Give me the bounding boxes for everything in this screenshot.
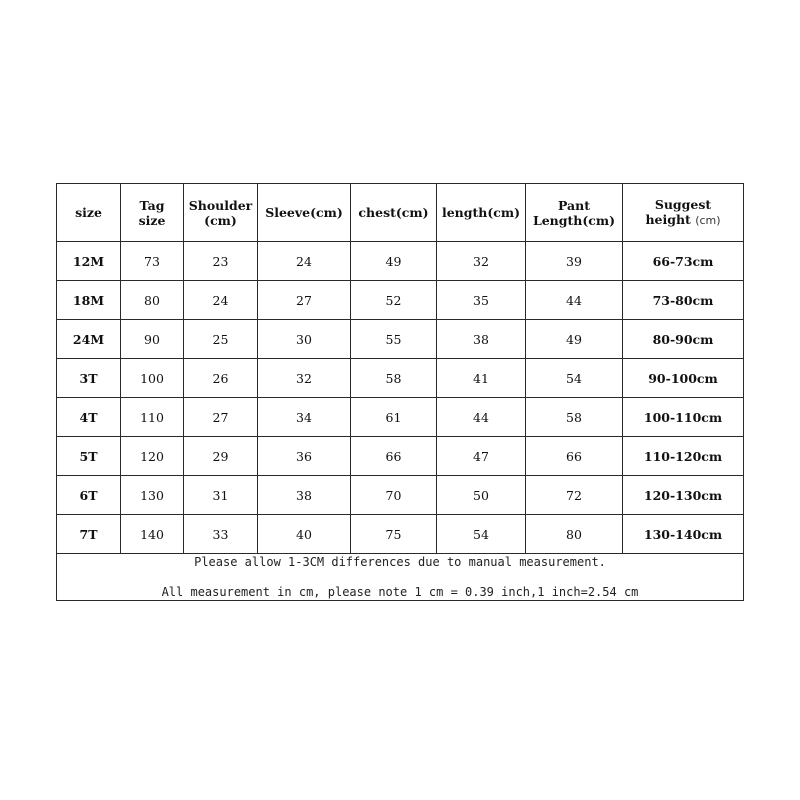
table-row bbox=[57, 437, 744, 476]
header-suggest-height: Suggest height (cm) bbox=[623, 184, 744, 242]
size-chart-table bbox=[56, 183, 744, 601]
cell-size: 5T bbox=[57, 437, 121, 476]
table-row bbox=[57, 242, 744, 281]
cell-size: 18M bbox=[57, 281, 121, 320]
cell-sleeve: 34 bbox=[258, 398, 351, 437]
cell-pant: 80 bbox=[526, 515, 623, 554]
cell-pant: 66 bbox=[526, 437, 623, 476]
cell-shoulder: 29 bbox=[184, 437, 258, 476]
header-pant-length: Pant Length(cm) bbox=[526, 184, 623, 242]
notes-cell bbox=[57, 554, 744, 601]
cell-length: 38 bbox=[437, 320, 526, 359]
cell-chest: 58 bbox=[351, 359, 437, 398]
table-row bbox=[57, 515, 744, 554]
cell-size: 7T bbox=[57, 515, 121, 554]
cell-height: 130-140cm bbox=[623, 515, 744, 554]
cell-length: 47 bbox=[437, 437, 526, 476]
cell-height: 120-130cm bbox=[623, 476, 744, 515]
notes-row bbox=[57, 554, 744, 601]
cell-length: 32 bbox=[437, 242, 526, 281]
table-row bbox=[57, 476, 744, 515]
cell-size: 3T bbox=[57, 359, 121, 398]
header-tag-size: Tag size bbox=[121, 184, 184, 242]
cell-shoulder: 27 bbox=[184, 398, 258, 437]
cell-size: 6T bbox=[57, 476, 121, 515]
cell-tag: 90 bbox=[121, 320, 184, 359]
cell-shoulder: 25 bbox=[184, 320, 258, 359]
cell-sleeve: 27 bbox=[258, 281, 351, 320]
header-sleeve: Sleeve(cm) bbox=[258, 184, 351, 242]
cell-length: 50 bbox=[437, 476, 526, 515]
cell-length: 54 bbox=[437, 515, 526, 554]
cell-pant: 49 bbox=[526, 320, 623, 359]
cell-sleeve: 36 bbox=[258, 437, 351, 476]
cell-shoulder: 31 bbox=[184, 476, 258, 515]
cell-tag: 100 bbox=[121, 359, 184, 398]
cell-height: 110-120cm bbox=[623, 437, 744, 476]
cell-tag: 130 bbox=[121, 476, 184, 515]
header-length: length(cm) bbox=[437, 184, 526, 242]
cell-shoulder: 33 bbox=[184, 515, 258, 554]
cell-sleeve: 24 bbox=[258, 242, 351, 281]
cell-height: 73-80cm bbox=[623, 281, 744, 320]
cell-tag: 73 bbox=[121, 242, 184, 281]
cell-height: 100-110cm bbox=[623, 398, 744, 437]
cell-chest: 55 bbox=[351, 320, 437, 359]
cell-chest: 49 bbox=[351, 242, 437, 281]
cell-size: 4T bbox=[57, 398, 121, 437]
cell-shoulder: 24 bbox=[184, 281, 258, 320]
cell-height: 66-73cm bbox=[623, 242, 744, 281]
cell-pant: 39 bbox=[526, 242, 623, 281]
header-chest: chest(cm) bbox=[351, 184, 437, 242]
cell-pant: 44 bbox=[526, 281, 623, 320]
table-row bbox=[57, 398, 744, 437]
cell-length: 35 bbox=[437, 281, 526, 320]
cell-tag: 120 bbox=[121, 437, 184, 476]
cell-chest: 61 bbox=[351, 398, 437, 437]
cell-length: 44 bbox=[437, 398, 526, 437]
table-body bbox=[57, 242, 744, 601]
table-row bbox=[57, 281, 744, 320]
note-allowance: Please allow 1-3CM differences due to manual measurement. bbox=[194, 555, 606, 569]
cell-chest: 66 bbox=[351, 437, 437, 476]
cell-sleeve: 32 bbox=[258, 359, 351, 398]
cell-sleeve: 40 bbox=[258, 515, 351, 554]
cell-shoulder: 23 bbox=[184, 242, 258, 281]
cell-tag: 110 bbox=[121, 398, 184, 437]
note-conversion: All measurement in cm, please note 1 cm = 0.39 inch,1 inch=2.54 cm bbox=[161, 585, 639, 599]
cell-tag: 80 bbox=[121, 281, 184, 320]
cell-pant: 58 bbox=[526, 398, 623, 437]
cell-size: 24M bbox=[57, 320, 121, 359]
header-size: size bbox=[57, 184, 121, 242]
table-row bbox=[57, 320, 744, 359]
cell-tag: 140 bbox=[121, 515, 184, 554]
cell-height: 90-100cm bbox=[623, 359, 744, 398]
table-header bbox=[57, 184, 744, 242]
cell-pant: 72 bbox=[526, 476, 623, 515]
cell-chest: 70 bbox=[351, 476, 437, 515]
header-height-unit: (cm) bbox=[695, 214, 721, 227]
cell-sleeve: 38 bbox=[258, 476, 351, 515]
cell-size: 12M bbox=[57, 242, 121, 281]
cell-pant: 54 bbox=[526, 359, 623, 398]
header-shoulder: Shoulder (cm) bbox=[184, 184, 258, 242]
cell-sleeve: 30 bbox=[258, 320, 351, 359]
header-row bbox=[57, 184, 744, 242]
cell-height: 80-90cm bbox=[623, 320, 744, 359]
cell-length: 41 bbox=[437, 359, 526, 398]
cell-chest: 75 bbox=[351, 515, 437, 554]
cell-chest: 52 bbox=[351, 281, 437, 320]
cell-shoulder: 26 bbox=[184, 359, 258, 398]
table-row bbox=[57, 359, 744, 398]
